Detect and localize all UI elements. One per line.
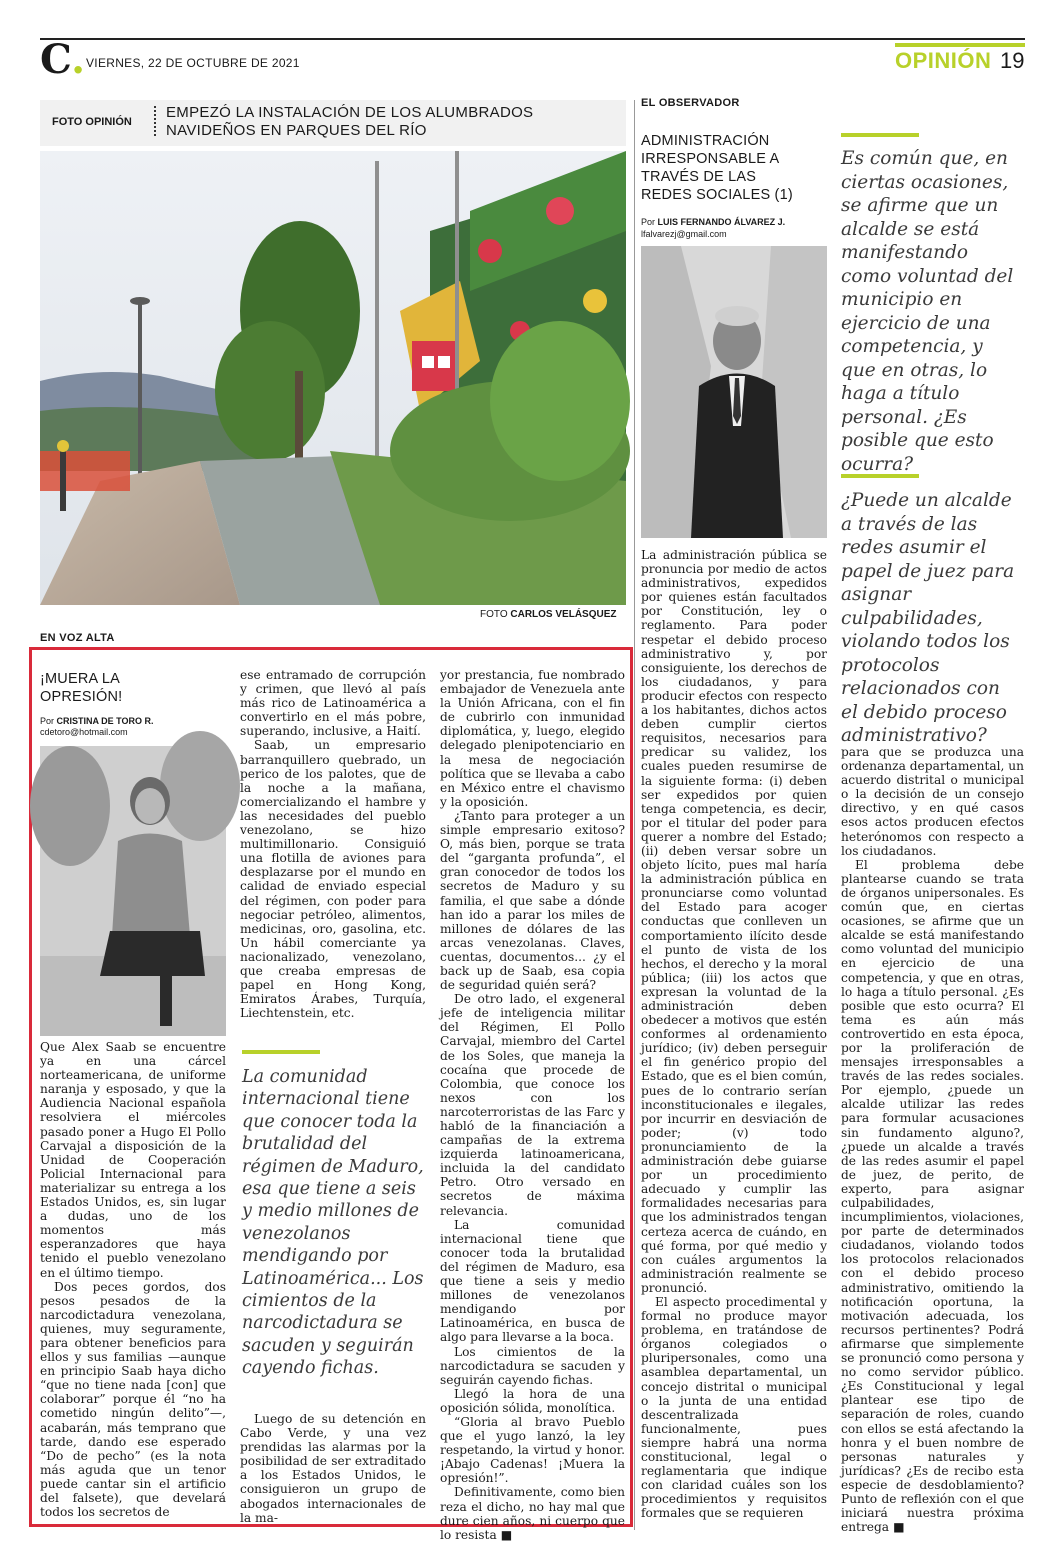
paragraph: “Gloria al bravo Pueblo que el yugo lanzó, la ley respetando, la virtud y honor. ¡Abajo Cadenas! ¡Muera la opresión!”. — [440, 1414, 625, 1486]
paragraph: ese entramado de corrupción y crimen, que llevó al país más rico de Latinoamérica a convertirlo en el más pobre, superando, inclusive, a Haití. — [240, 668, 426, 739]
pull-quote-accent-3 — [242, 1050, 320, 1054]
paragraph: para que se produzca una ordenanza departamental, un acuerdo distrital o municipal o la decisión de un consejo directivo, y en qué casos esos actos producen efectos heterónomos con respecto a los ciudadanos. — [841, 745, 1024, 858]
el-observador-column-2 — [841, 745, 1024, 1535]
foto-opinion-tag: FOTO OPINIÓN — [52, 116, 132, 128]
en-voz-alta-column-2-top — [240, 668, 426, 1020]
newspaper-logo: C. — [40, 36, 86, 83]
en-voz-alta-email: cdetoro@hotmail.com — [40, 727, 128, 737]
el-observador-column-1 — [641, 548, 827, 1520]
paragraph: Los cimientos de la narcodictadura se sacuden y seguirán cayendo fichas. — [440, 1344, 625, 1387]
paragraph: yor prestancia, fue nombrado embajador de Venezuela ante la Unión Africana, con el fin de cubrirlo con inmunidad diplomática, y, luego, elegido delegado plenipotenciario en la mesa de negociación política que se llevaba a cabo en México entre el chavismo y la oposición. — [440, 668, 625, 809]
photo-credit: FOTO CARLOS VELÁSQUEZ — [480, 609, 617, 620]
page-number: 19 — [1000, 48, 1025, 73]
paragraph: La comunidad internacional tiene que conocer toda la brutalidad del régimen de Maduro, esa que tiene a seis y medio millones de venezolanos mendigando por Latinoamérica, en busca de algo para llevarse a la boca. — [440, 1217, 625, 1345]
el-observador-pull-quote-2: ¿Puede un alcalde a través de las redes asumir el papel de juez para asignar culpabilidades, violando todos los protocolos relacionados con el debido proceso administrativo? — [841, 490, 1015, 746]
author-portrait-luis-fernando — [641, 246, 827, 538]
en-voz-alta-byline: Por CRISTINA DE TORO R. — [40, 716, 154, 726]
paragraph: Saab, un empresario barranquillero quebrado, un perico de los palotes, que de la noche a la mañana, comercializando el hambre y las necesidades del pueblo venezolano, se hizo multimillonario. Consiguió una flotilla de aviones para desplazarse por el mundo en calidad de enviado especial del régimen, con poder para negociar petróleo, alimentos, medicinas, oro, gasolina, etc. Un hábil comerciante ya nacionalizado, venezolano, que creaba empresas de papel en Hong Kong, Emiratos Árabes, Turquía, Liechtenstein, etc. — [240, 738, 426, 1021]
section-label: OPINIÓN — [895, 48, 992, 73]
pull-quote-accent-1 — [841, 133, 919, 137]
el-observador-byline: Por LUIS FERNANDO ÁLVAREZ J. — [641, 217, 786, 227]
en-voz-alta-headline: ¡MUERA LA OPRESIÓN! — [40, 671, 123, 705]
paragraph: ¿Tanto para proteger a un simple empresario exitoso? O, más bien, porque se trata del “garganta profunda”, el gran conocedor de todos los secretos de Maduro y su familia, el que sabe a dónde han ido a parar los miles de millones de dólares de las arcas venezolanas. Claves, cuentas, documentos... ¿y el back up de Saab, esa copia de seguridad quién será? — [440, 808, 625, 993]
paragraph: De otro lado, el exgeneral jefe de inteligencia militar del Régimen, El Pollo Carvajal, miembro del Cartel de los Soles, que maneja la cocaína que procede de Colombia, que conoce los nexos con los narcoterroristas de las Farc y habló de la financiación a campañas de la extrema izquierda latinoamericana, incluida la del candidato Petro. Otro versado en secretos de máxima relevancia. — [440, 992, 625, 1218]
park-scene-illustration — [40, 151, 626, 605]
column-divider — [634, 100, 635, 1530]
paragraph: El aspecto procedimental y formal no produce mayor problema, en tratándose de órganos colegiados o pluripersonales, como una asamblea departamental, un concejo distrital o municipal o la junta de una entidad descentralizada funcionalmente, pues siempre habrá una norma constitucional, legal o reglamentaria que indique con claridad cuáles son los procedimientos y requisitos formales que se requieren — [641, 1294, 827, 1521]
author-portrait-cristina — [40, 746, 226, 1036]
paragraph: Que Alex Saab se encuentre ya en una cárcel norteamericana, de uniforme naranja y esposado, y que la Audiencia Nacional española resolviera el miércoles pasado poner a Hugo El Pollo Carvajal a disposición de la Unidad de Cooperación Policial Internacional para materializar su entrega a los Estados Unidos, es, sin lugar a dudas, uno de los momentos más esperanzadores que haya tenido el pueblo venezolano en el último tiempo. — [40, 1040, 226, 1280]
issue-date: VIERNES, 22 DE OCTUBRE DE 2021 — [86, 56, 300, 70]
paragraph: Luego de su detención en Cabo Verde, y una vez prendidas las alarmas por la posibilidad de ser extraditado a los Estados Unidos, le consiguieron un grupo de abogados internacionales de la ma- — [240, 1412, 426, 1525]
pull-quote-accent-2 — [841, 474, 919, 478]
el-observador-email: lfalvarezj@gmail.com — [641, 229, 727, 239]
en-voz-alta-column-2-bottom — [240, 1412, 426, 1525]
en-voz-alta-pull-quote: La comunidad internacional tiene que conocer toda la brutalidad del régimen de Maduro, esa que tiene a seis y medio millones de venezolanos mendigando por Latinoamérica... Los cimientos de la narcodictadura se sacuden y seguirán cayendo fichas. — [242, 1067, 424, 1379]
el-observador-pull-quote-1: Es común que, en ciertas ocasiones, se afirme que un alcalde se está manifestando como voluntad del municipio en ejercicio de una competencia, y que en otras, lo haga a título personal. ¿Es posible que esto ocurra? — [841, 148, 1014, 475]
section-accent-bar — [895, 43, 1025, 47]
top-rule — [40, 38, 1025, 40]
paragraph: El problema debe plantearse cuando se trata de órganos unipersonales. Es común que, en ciertas ocasiones, se afirme que un alcalde se está manifestando como voluntad del municipio en ejercicio de una competencia, y que en otras, lo haga a título personal. ¿Es posible que esto ocurra? El tema es aún más controvertido en esta época, por la proliferación de mensajes irresponsables a través de las redes sociales. Por ejemplo, ¿puede un alcalde utilizar las redes para formular acusaciones sin fundamento alguno?, ¿puede un alcalde a través de las redes asumir el papel de juez, de perito, de experto, para asignar culpabilidades, incumplimientos, violaciones, por parte de determinados ciudadanos, violando todos los protocolos relacionados con el debido proceso administrativo, omitiendo la notificación oportuna, la motivación adecuada, los recursos pertinentes? Podrá afirmarse que simplemente se pronunció como persona y no como servidor público. ¿Es Constitucional y legal plantear ese tipo de separación de roles, cuando con ellos se está afectando la honra y el buen nombre de personas naturales y jurídicas? ¿Es de recibo esta especie de desdoblamiento? Punto de reflexión con el que iniciará nuestra próxima entrega ■ — [841, 857, 1024, 1535]
en-voz-alta-kicker: EN VOZ ALTA — [40, 632, 115, 644]
paragraph: Llegó la hora de una oposición sólida, monolítica. — [440, 1386, 625, 1415]
christmas-lights-photo — [40, 151, 626, 605]
el-observador-headline: ADMINISTRACIÓN IRRESPONSABLE A TRAVÉS DE LAS REDES SOCIALES (1) — [641, 133, 793, 203]
paragraph: Definitivamente, como bien reza el dicho, no hay mal que dure cien años, ni cuerpo que lo resista ■ — [440, 1485, 625, 1542]
foto-opinion-divider — [154, 106, 158, 136]
el-observador-kicker: EL OBSERVADOR — [641, 97, 740, 109]
paragraph: La administración pública se pronuncia por medio de actos administrativos, expedidos por quienes están facultados por Constitución, ley o reglamento. Para poder respetar el debido proceso administrativo y, por consiguiente, los derechos de los ciudadanos, y para producir efectos con respecto a los habitantes, dichos actos deben cumplir ciertos requisitos, necesarios para predicar su validez, los cuales pueden resumirse de la siguiente forma: (i) deben ser expedidos por quien tenga competencia, es decir, por el titular del poder para querer a nombre del Estado; (ii) deben versar sobre un objeto lícito, pues mal haría la administración pública en pronunciarse como voluntad del Estado para acoger conductas que conlleven un comportamiento ilícito desde el punto de vista de los hechos, el derecho y la moral pública; (iii) los actos que expresan la voluntad de la administración deben obedecer a motivos que estén conformes al ordenamiento jurídico; (iv) deben perseguir el fin genérico propio del Estado, que es el bien común, pues de lo contrario serían inconstitucionales e ilegales, por incurrir en desviación de poder; (v) todo pronunciamiento de la administración debe guiarse por un procedimiento adecuado y cumplir las formalidades necesarias para que los administrados tengan certeza acerca de cuándo, en qué forma, por qué medio y con cuáles argumentos la administración realmente se pronunció. — [641, 548, 827, 1295]
en-voz-alta-column-3 — [440, 668, 625, 1542]
foto-opinion-headline: EMPEZÓ LA INSTALACIÓN DE LOS ALUMBRADOS NAVIDEÑOS EN PARQUES DEL RÍO — [166, 104, 534, 139]
en-voz-alta-column-1 — [40, 1040, 226, 1520]
paragraph: Dos peces gordos, dos pesos pesados de la narcodictadura venezolana, quienes, muy seguramente, para obtener beneficios para ellos y sus familias —aunque en principio Saab haya dicho “que no tiene nada [con] que colaborar” porque él “no ha cometido ningún delito”—, acabarán, más temprano que tarde, dando ese esperado “Do de pecho” (es la nota más aguda que un tenor puede cantar sin el artificio del falsete), que develará todos los secretos de — [40, 1279, 226, 1520]
